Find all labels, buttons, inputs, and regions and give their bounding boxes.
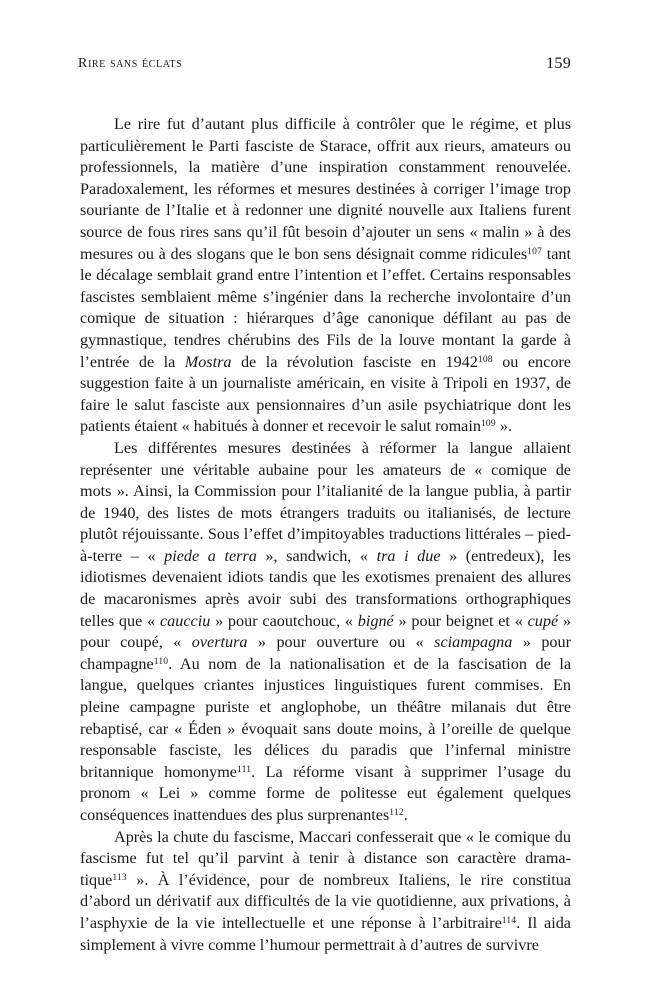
text-run: ». <box>495 417 512 436</box>
text-run: » pour champagne <box>80 633 571 673</box>
text-run: ». À l’évidence, pour de nombreux Italiens, le rire constitua d’abord un dérivatif aux difficultés de la vie quotidienne, aux privations, à l’asphyxie de la vie intellectuelle et une réponse à l’arbitraire <box>80 870 571 932</box>
text-run: . La réforme visant à supprimer l’usage du pronom « Lei » comme forme de politesse eut également quelques conséquences inattendues des plus surprenantes <box>80 762 571 824</box>
paragraph <box>80 827 571 957</box>
text-run: de la révolution fasciste en 1942 <box>231 352 478 371</box>
running-head <box>78 56 571 78</box>
italic-term: tra i due <box>376 546 441 565</box>
footnote-ref: 113 <box>112 872 127 883</box>
footnote-ref: 107 <box>527 246 543 257</box>
italic-term: Mostra <box>184 352 232 371</box>
paragraph <box>80 438 571 827</box>
text-run: » pour caoutchouc, « <box>210 611 358 630</box>
text-run: » pour beignet et « <box>393 611 528 630</box>
footnote-ref: 110 <box>153 656 169 667</box>
text-run: tant le décalage semblait grand entre l’intention et l’effet. Certains responsables fascistes semblaient même s’ingénier dans la recherche involontaire d’un comique de situation : hiérarques d’âge canonique défilant au pas de gymnastique, tendres chérubins des Fils de la louve montant la garde à l’entrée de la <box>80 244 571 371</box>
text-run: . Il aida simplement à vivre comme l’humour permettrait à d’autres de survivre <box>80 913 571 954</box>
text-run: . <box>403 806 408 824</box>
text-run: Les différentes mesures destinées à réformer la langue allaient représenter une véritable aubaine pour les amateurs de « comique de mots ». Ainsi, la Commission pour l’italianité de la langue publia, à partir de 1940, des listes de mots étrangers traduits ou italianisés, de lecture plutôt réjouissante. Sous l’effet d’impitoyables traductions littérales – pied-à-terre – « <box>80 438 571 565</box>
text-run: » pour coupé, « <box>80 611 572 652</box>
text-run: Le rire fut d’autant plus difficile à contrôler que le régime, et plus particulièrement le Parti fasciste de Starace, offrit aux rieurs, amateurs ou professionnels, la matière d’une inspiration constamment renouvelée. Paradoxalement, les réformes et mesures destinées à corriger l’image trop souriante de l’Italie et à redonner une dignité nouvelle aux Italiens furent source de fous rires sans qu’il fût besoin d’ajouter un sens « malin » à des mesures ou à des slogans que le bon sens désignait comme ridicules <box>80 115 571 263</box>
page-number: 159 <box>546 55 571 72</box>
italic-term: cupé <box>527 611 559 630</box>
italic-term: overtura <box>191 633 248 652</box>
italic-term: piede a terra <box>164 546 257 565</box>
text-run: » pour ouverture ou « <box>247 633 435 652</box>
italic-term: sciampagna <box>434 633 513 652</box>
footnote-ref: 114 <box>501 915 517 926</box>
italic-term: bigné <box>357 611 394 630</box>
footnote-ref: 108 <box>477 354 493 365</box>
text-run: Après la chute du fascisme, Maccari confesserait que « le comique du fascisme fut tel qu’il parvint à tenir à distance son caractère dramatique <box>80 827 571 889</box>
footnote-ref: 112 <box>389 808 404 818</box>
italic-term: caucciu <box>159 611 211 630</box>
text-run: », sandwich, « <box>256 546 377 565</box>
running-title: Rire sans éclats <box>78 56 183 71</box>
paragraph <box>80 114 571 438</box>
text-run: . Au nom de la nationalisation et de la fascisation de la langue, quelques criantes injustices linguistiques furent commises. En pleine campagne puriste et anglophobe, un théâtre milanais dut être rebaptisé, car « Éden » évoquait sans doute moins, à l’oreille de quelque responsable fasciste, les délices du paradis que l’infernal ministre britannique homonyme <box>80 654 571 781</box>
footnote-ref: 111 <box>237 764 252 775</box>
body-text <box>80 114 571 956</box>
footnote-ref: 109 <box>480 419 496 430</box>
text-run: » (entredeux), les idiotismes devenaient idiots tandis que les exotismes prenaient des allures de macaronismes après avoir subi des transformations orthographiques telles que « <box>80 546 571 630</box>
text-run: ou encore suggestion faite à un journaliste américain, en visite à Tripoli en 1937, de faire le salut fasciste aux pensionnaires d’un asile psychiatrique dont les patients étaient « habitués à donner et recevoir le salut romain <box>80 352 571 436</box>
